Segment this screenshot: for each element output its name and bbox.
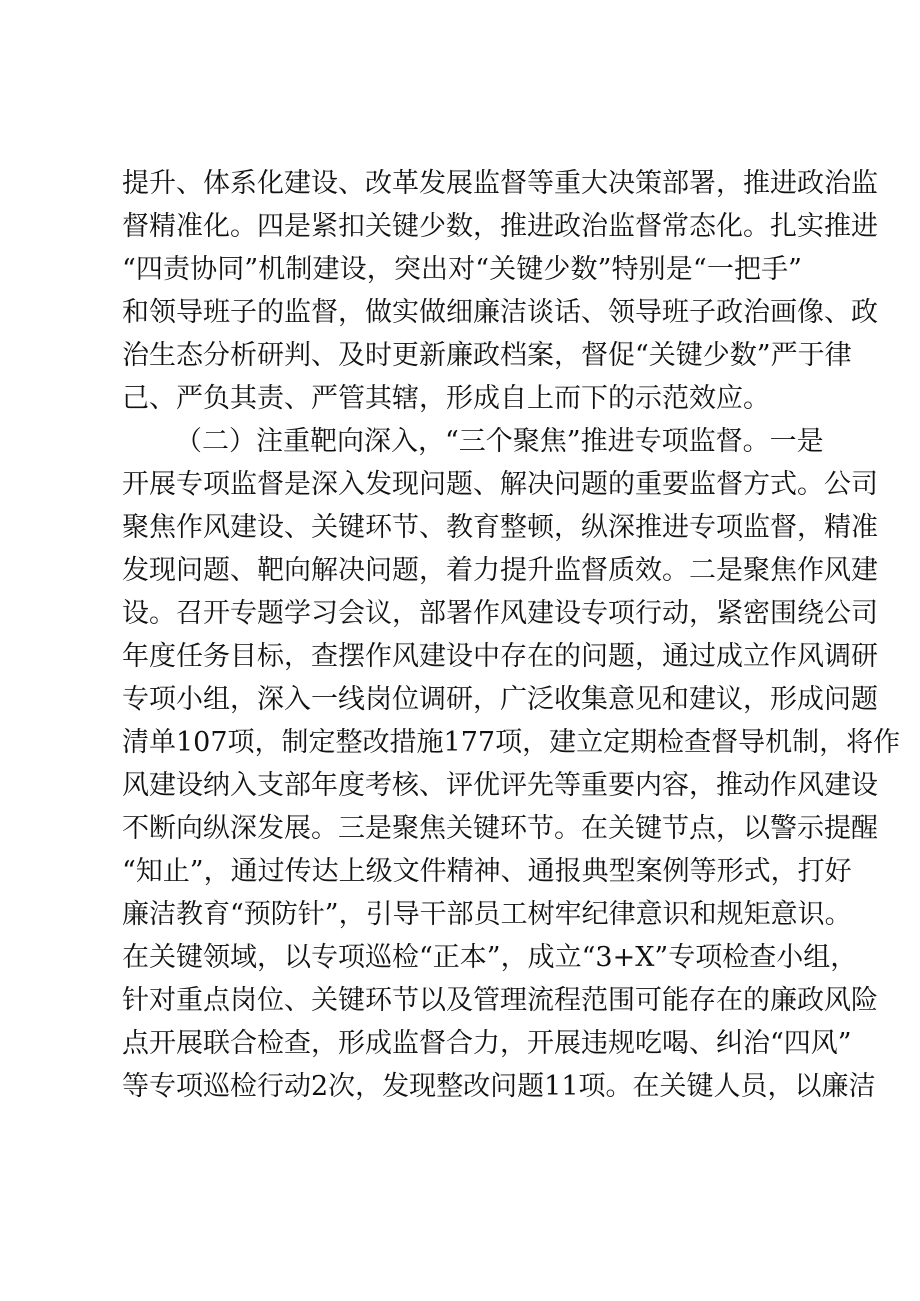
text-line: 聚焦作风建设、关键环节、教育整顿，纵深推进专项监督，精准 [122, 512, 878, 543]
text-line: 督精准化。四是紧扣关键少数，推进政治监督常态化。扎实推进 [122, 211, 878, 242]
text-line: 在关键领域，以专项巡检“正本”，成立“3+X”专项检查小组， [122, 942, 858, 973]
text-line: 发现问题、靶向解决问题，着力提升监督质效。二是聚焦作风建 [122, 555, 878, 586]
text-line: 针对重点岗位、关键环节以及管理流程范围可能存在的廉政风险 [122, 985, 878, 1016]
text-line: 年度任务目标，查摆作风建设中存在的问题，通过成立作风调研 [122, 641, 878, 672]
text-line: 廉洁教育“预防针”，引导干部员工树牢纪律意识和规矩意识。 [122, 899, 852, 930]
text-line: “知止”，通过传达上级文件精神、通报典型案例等形式，打好 [122, 856, 852, 887]
text-line: “四责协同”机制建设，突出对“关键少数”特别是“一把手” [122, 254, 802, 285]
text-line: 风建设纳入支部年度考核、评优评先等重要内容，推动作风建设 [122, 770, 878, 801]
text-line: 不断向纵深发展。三是聚焦关键环节。在关键节点，以警示提醒 [122, 813, 878, 844]
text-line: 己、严负其责、严管其辖，形成自上而下的示范效应。 [122, 383, 770, 414]
text-line: 等专项巡检行动2次，发现整改问题11项。在关键人员，以廉洁 [122, 1071, 876, 1102]
text-line: 提升、体系化建设、改革发展监督等重大决策部署，推进政治监 [122, 168, 878, 199]
text-line: 专项小组，深入一线岗位调研，广泛收集意见和建议，形成问题 [122, 684, 878, 715]
text-line: 治生态分析研判、及时更新廉政档案，督促“关键少数”严于律 [122, 340, 852, 371]
section-heading-line: （二）注重靶向深入，“三个聚焦”推进专项监督。一是 [175, 426, 824, 457]
text-line: 点开展联合检查，形成监督合力，开展违规吃喝、纠治“四风” [122, 1028, 852, 1059]
text-line: 设。召开专题学习会议，部署作风建设专项行动，紧密围绕公司 [122, 598, 878, 629]
text-line: 和领导班子的监督，做实做细廉洁谈话、领导班子政治画像、政 [122, 297, 878, 328]
text-line: 开展专项监督是深入发现问题、解决问题的重要监督方式。公司 [122, 469, 878, 500]
text-line: 清单107项，制定整改措施177项，建立定期检查督导机制，将作 [122, 727, 901, 758]
